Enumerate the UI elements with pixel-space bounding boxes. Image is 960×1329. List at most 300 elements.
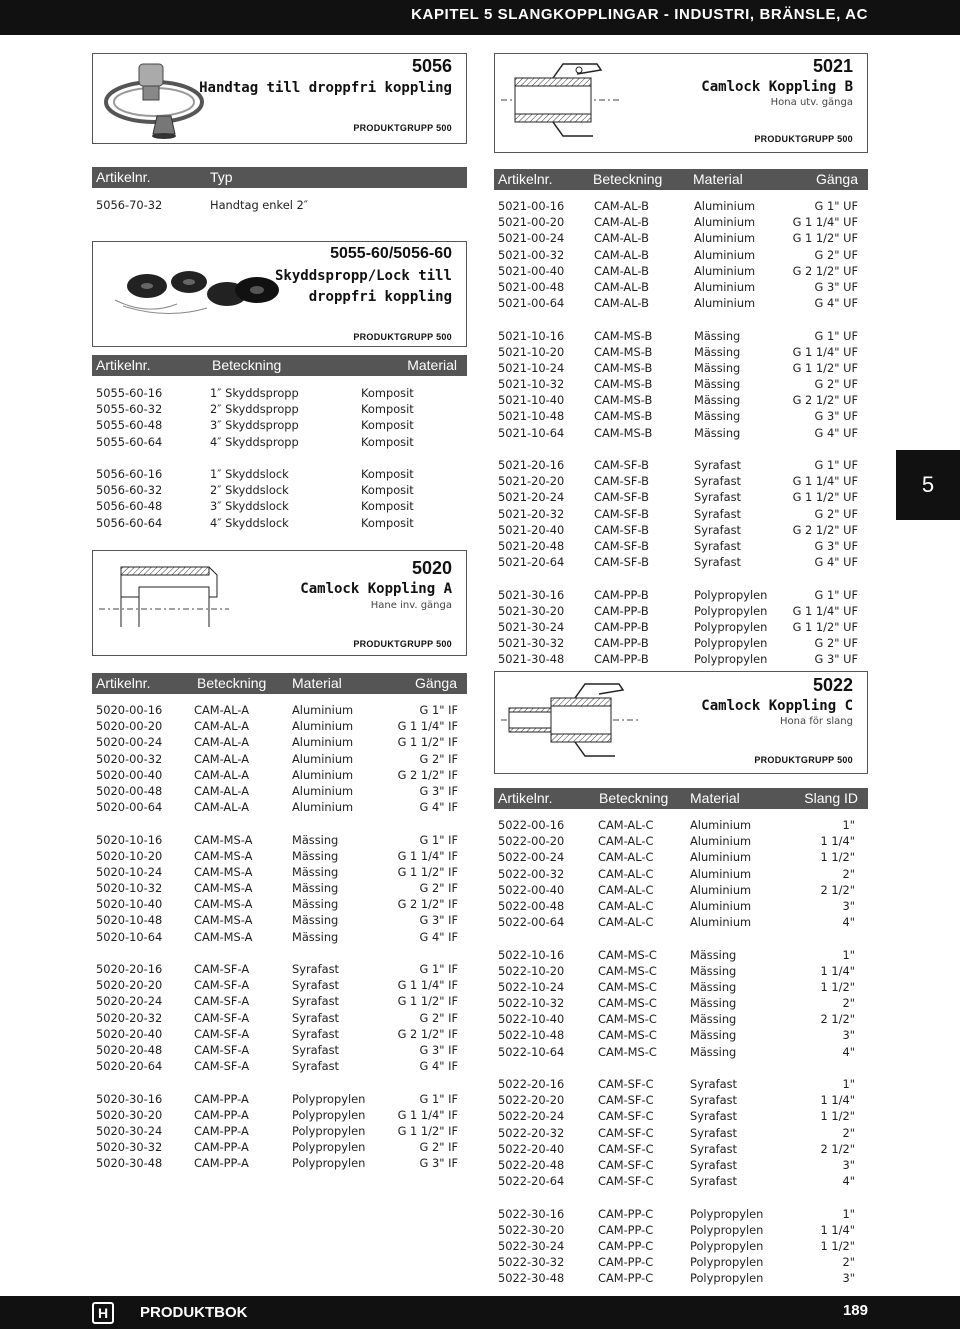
- table-row: [96, 929, 462, 945]
- table-row: [96, 961, 462, 977]
- table-cell: G 1 1/2" UF: [792, 360, 858, 375]
- table-row: [498, 295, 862, 311]
- col-header-artikelnr: Artikelnr.: [96, 169, 151, 185]
- table-row: [96, 1139, 462, 1155]
- table-cell: 5022-00-64: [498, 915, 565, 930]
- col-header-artikelnr: Artikelnr.: [498, 171, 553, 187]
- table-cell: CAM-AL-A: [194, 703, 250, 717]
- table-cell: G 2" IF: [419, 1140, 458, 1155]
- table-cell: 5056-60-32: [96, 483, 163, 498]
- table-cell: 5056-60-64: [96, 515, 163, 530]
- table-row: [96, 896, 462, 912]
- table-cell: Syrafast: [292, 1042, 340, 1057]
- table-cell: Mässing: [292, 913, 339, 928]
- table-row: [498, 408, 862, 424]
- table-cell: CAM-AL-C: [598, 882, 654, 897]
- table-row: [498, 392, 862, 408]
- table-cell: CAM-PP-C: [598, 1238, 654, 1253]
- table-row: [498, 603, 862, 619]
- table-row: [498, 1108, 862, 1124]
- table-cell: CAM-MS-B: [594, 393, 653, 408]
- table-cell: G 1 1/4" IF: [397, 1107, 458, 1122]
- table-cell: G 4" UF: [814, 425, 858, 440]
- table-cell: G 2 1/2" UF: [792, 522, 858, 537]
- table-cell: CAM-MS-C: [598, 1028, 657, 1043]
- table-cell: 3″ Skyddspropp: [210, 418, 299, 433]
- table-cell: 1 1/4": [820, 834, 855, 849]
- table-header-5020: [92, 673, 467, 694]
- table-cell: G 1 1/4" IF: [397, 978, 458, 993]
- table-cell: G 1" IF: [419, 703, 458, 717]
- product-group: PRODUKTGRUPP 500: [754, 134, 853, 144]
- table-cell: Syrafast: [690, 1174, 738, 1189]
- table-cell: G 4" UF: [814, 296, 858, 311]
- col-header-beteckning: Beteckning: [197, 675, 267, 691]
- table-cell: CAM-AL-B: [594, 263, 649, 278]
- table-cell: 5022-30-24: [498, 1238, 565, 1253]
- table-row: [96, 466, 462, 482]
- cell-artikelnr: 5056-70-32: [96, 198, 163, 212]
- table-cell: Mässing: [292, 881, 339, 896]
- table-cell: Mässing: [694, 425, 741, 440]
- table-cell: Aluminium: [292, 751, 354, 766]
- table-row: [498, 1027, 862, 1043]
- table-cell: 5020-10-40: [96, 897, 163, 912]
- table-cell: G 1 1/2" UF: [792, 490, 858, 505]
- table-cell: CAM-MS-A: [194, 897, 253, 912]
- table-cell: G 3" UF: [814, 279, 858, 294]
- table-cell: G 3" IF: [419, 783, 458, 798]
- table-row: [498, 866, 862, 882]
- table-cell: CAM-MS-C: [598, 1044, 657, 1059]
- table-row: [498, 1125, 862, 1141]
- table-cell: CAM-SF-C: [598, 1093, 654, 1108]
- group-spacer: [498, 930, 862, 946]
- table-cell: 5021-10-20: [498, 344, 565, 359]
- table-row: [96, 848, 462, 864]
- table-cell: Aluminium: [694, 263, 756, 278]
- table-cell: Polypropylen: [292, 1123, 366, 1138]
- table-cell: G 2 1/2" IF: [397, 767, 458, 782]
- group-spacer: [498, 1060, 862, 1076]
- table-row: [498, 554, 862, 570]
- table-cell: 5022-10-64: [498, 1044, 565, 1059]
- table-cell: 1 1/4": [820, 1222, 855, 1237]
- group-spacer: [96, 815, 462, 831]
- table-row: [498, 457, 862, 473]
- table-5022: [498, 817, 862, 1286]
- table-row: [96, 880, 462, 896]
- table-cell: G 3" IF: [419, 1042, 458, 1057]
- table-row: [96, 1026, 462, 1042]
- table-cell: CAM-MS-A: [194, 881, 253, 896]
- table-cell: Aluminium: [292, 719, 354, 734]
- col-header-typ: Typ: [210, 169, 233, 185]
- table-cell: 5056-60-16: [96, 466, 163, 481]
- col-header-ganga: Gänga: [815, 171, 858, 187]
- table-row: [498, 1076, 862, 1092]
- table-cell: Mässing: [690, 963, 737, 978]
- table-cell: CAM-PP-B: [594, 652, 649, 667]
- table-cell: Aluminium: [690, 850, 752, 865]
- table-cell: Syrafast: [694, 506, 742, 521]
- table-cell: Mässing: [690, 1044, 737, 1059]
- table-cell: CAM-MS-A: [194, 929, 253, 944]
- table-cell: 5020-30-16: [96, 1091, 163, 1106]
- handle-product-image: [99, 58, 209, 140]
- table-cell: 2": [842, 996, 855, 1011]
- table-row: [498, 522, 862, 538]
- product-card-5020: [92, 550, 467, 656]
- table-cell: CAM-SF-A: [194, 1042, 250, 1057]
- table-row: [498, 587, 862, 603]
- table-cell: 5020-00-20: [96, 719, 163, 734]
- product-group: PRODUKTGRUPP 500: [353, 639, 452, 649]
- col-header-beteckning: Beteckning: [599, 790, 669, 806]
- table-row: [498, 914, 862, 930]
- table-row: [96, 832, 462, 848]
- table-row: [96, 417, 462, 433]
- table-row: [498, 1254, 862, 1270]
- table-cell: CAM-MS-B: [594, 344, 653, 359]
- table-row: [498, 817, 862, 833]
- table-cell: G 3" IF: [419, 913, 458, 928]
- table-cell: G 1 1/2" IF: [397, 1123, 458, 1138]
- table-row: [498, 376, 862, 392]
- table-cell: Syrafast: [694, 458, 742, 472]
- table-cell: 1 1/4": [820, 963, 855, 978]
- table-cell: CAM-AL-A: [194, 735, 250, 750]
- table-cell: CAM-MS-C: [598, 1012, 657, 1027]
- table-cell: 1": [842, 947, 855, 962]
- table-cell: CAM-AL-C: [598, 866, 654, 881]
- table-cell: G 2" UF: [814, 636, 858, 651]
- table-cell: G 1 1/2" IF: [397, 735, 458, 750]
- table-row: [498, 506, 862, 522]
- product-number: 5055-60/5056-60: [330, 245, 452, 262]
- product-subtitle: Hona för slang: [779, 716, 853, 727]
- table-cell: 2″ Skyddslock: [210, 483, 289, 498]
- table-cell: Aluminium: [694, 247, 756, 262]
- table-cell: 5022-20-16: [498, 1077, 565, 1091]
- table-row: [96, 197, 462, 213]
- table-cell: 5021-20-64: [498, 555, 565, 570]
- table-cell: Aluminium: [694, 279, 756, 294]
- table-cell: 5021-20-32: [498, 506, 565, 521]
- table-cell: G 1" IF: [419, 832, 458, 847]
- table-cell: Aluminium: [292, 800, 354, 815]
- table-cell: Syrafast: [292, 1059, 340, 1074]
- table-cell: 5022-20-64: [498, 1174, 565, 1189]
- table-cell: G 4" IF: [419, 929, 458, 944]
- table-cell: CAM-MS-C: [598, 996, 657, 1011]
- table-cell: G 1" UF: [814, 199, 858, 213]
- table-cell: CAM-SF-A: [194, 1059, 250, 1074]
- table-cell: 2 1/2": [820, 1012, 855, 1027]
- table-cell: 5022-20-48: [498, 1157, 565, 1172]
- col-header-material: Material: [292, 675, 342, 691]
- table-cell: 3″ Skyddslock: [210, 499, 289, 514]
- table-cell: 5021-00-64: [498, 296, 565, 311]
- table-row: [498, 1206, 862, 1222]
- group-spacer: [498, 570, 862, 586]
- product-name: Handtag till droppfri koppling: [199, 80, 452, 96]
- table-cell: CAM-AL-B: [594, 215, 649, 230]
- table-cell: Polypropylen: [694, 652, 768, 667]
- table-row: [498, 263, 862, 279]
- table-row: [498, 360, 862, 376]
- table-cell: CAM-AL-B: [594, 231, 649, 246]
- col-header-material: Material: [690, 790, 740, 806]
- table-cell: 5022-10-20: [498, 963, 565, 978]
- table-cell: 5021-00-40: [498, 263, 565, 278]
- table-row: [498, 1044, 862, 1060]
- table-cell: 2 1/2": [820, 1141, 855, 1156]
- table-cell: CAM-MS-B: [594, 360, 653, 375]
- group-spacer: [498, 441, 862, 457]
- table-header-5055: [92, 355, 467, 376]
- table-cell: Komposit: [361, 418, 414, 433]
- table-row: [498, 425, 862, 441]
- table-cell: G 2" IF: [419, 881, 458, 896]
- group-spacer: [96, 1074, 462, 1090]
- table-row: [96, 993, 462, 1009]
- table-cell: 5055-60-32: [96, 402, 163, 417]
- cell-typ: Handtag enkel 2″: [210, 198, 309, 212]
- table-cell: CAM-AL-A: [194, 800, 250, 815]
- product-name: Camlock Koppling A: [300, 581, 452, 597]
- table-cell: 5020-00-16: [96, 703, 163, 717]
- camlock-c-drawing: [501, 678, 641, 760]
- table-cell: G 1" IF: [419, 1091, 458, 1106]
- table-cell: Aluminium: [690, 882, 752, 897]
- product-subtitle: Hona utv. gänga: [770, 97, 853, 108]
- product-name-line2: droppfri koppling: [308, 289, 452, 305]
- table-row: [96, 799, 462, 815]
- table-cell: G 3" UF: [814, 538, 858, 553]
- table-cell: G 2" IF: [419, 751, 458, 766]
- table-5020: [96, 702, 462, 1171]
- table-row: [96, 767, 462, 783]
- table-cell: CAM-PP-B: [594, 587, 649, 602]
- footer-title: PRODUKTBOK: [140, 1304, 248, 1321]
- table-cell: CAM-MS-C: [598, 979, 657, 994]
- table-cell: 5020-00-32: [96, 751, 163, 766]
- table-row: [96, 1010, 462, 1026]
- table-cell: CAM-AL-C: [598, 850, 654, 865]
- table-cell: 1": [842, 1206, 855, 1221]
- table-cell: 5022-20-32: [498, 1125, 565, 1140]
- table-row: [498, 833, 862, 849]
- table-cell: 1 1/2": [820, 1238, 855, 1253]
- table-row: [498, 635, 862, 651]
- table-cell: 5020-20-20: [96, 978, 163, 993]
- table-cell: 5020-20-64: [96, 1059, 163, 1074]
- product-number: 5056: [411, 56, 452, 76]
- table-cell: CAM-SF-C: [598, 1077, 654, 1091]
- table-cell: 5020-10-32: [96, 881, 163, 896]
- col-header-beteckning: Beteckning: [593, 171, 663, 187]
- table-cell: Syrafast: [292, 962, 340, 976]
- table-cell: 1": [842, 1077, 855, 1091]
- table-row: [498, 995, 862, 1011]
- table-cell: G 1 1/4" UF: [792, 603, 858, 618]
- table-row: [498, 1222, 862, 1238]
- chapter-header: [0, 0, 960, 35]
- table-cell: Polypropylen: [694, 619, 768, 634]
- table-cell: Syrafast: [694, 490, 742, 505]
- table-header-5021: [494, 169, 868, 190]
- table-cell: CAM-SF-C: [598, 1109, 654, 1124]
- table-cell: CAM-MS-B: [594, 328, 653, 343]
- table-cell: 4": [842, 915, 855, 930]
- table-cell: Syrafast: [292, 994, 340, 1009]
- table-cell: 3": [842, 1157, 855, 1172]
- product-number: 5021: [812, 56, 853, 76]
- table-cell: CAM-SF-C: [598, 1125, 654, 1140]
- table-row: [96, 1123, 462, 1139]
- col-header-slang-id: Slang ID: [804, 790, 858, 806]
- table-row: [498, 489, 862, 505]
- table-cell: 5021-10-24: [498, 360, 565, 375]
- table-row: [498, 1092, 862, 1108]
- table-row: [498, 882, 862, 898]
- table-cell: Polypropylen: [292, 1091, 366, 1106]
- table-cell: G 1 1/2" UF: [792, 231, 858, 246]
- table-5055: [96, 385, 462, 531]
- table-row: [498, 247, 862, 263]
- table-cell: G 1" UF: [814, 587, 858, 602]
- group-spacer: [498, 311, 862, 327]
- table-cell: G 1 1/2" UF: [792, 619, 858, 634]
- table-cell: 5022-30-32: [498, 1255, 565, 1270]
- table-cell: 5020-20-16: [96, 962, 163, 976]
- table-row: [96, 482, 462, 498]
- table-cell: Mässing: [292, 864, 339, 879]
- table-row: [96, 1107, 462, 1123]
- table-cell: G 1" UF: [814, 458, 858, 472]
- table-cell: 2 1/2": [820, 882, 855, 897]
- table-cell: CAM-PP-C: [598, 1271, 654, 1286]
- table-cell: Mässing: [690, 979, 737, 994]
- table-cell: 1″ Skyddslock: [210, 466, 289, 481]
- table-5021: [498, 198, 862, 667]
- table-cell: 5022-30-16: [498, 1206, 565, 1221]
- product-number: 5022: [812, 675, 853, 695]
- table-cell: 5022-10-16: [498, 947, 565, 962]
- table-cell: 5021-30-16: [498, 587, 565, 602]
- table-cell: Polypropylen: [292, 1107, 366, 1122]
- table-5056: [96, 197, 462, 213]
- table-cell: 5022-20-24: [498, 1109, 565, 1124]
- table-cell: Aluminium: [292, 703, 354, 717]
- table-cell: 1 1/4": [820, 1093, 855, 1108]
- table-cell: CAM-SF-C: [598, 1174, 654, 1189]
- table-cell: Mässing: [292, 848, 339, 863]
- table-row: [498, 473, 862, 489]
- table-cell: 5020-20-48: [96, 1042, 163, 1057]
- table-cell: CAM-SF-B: [594, 490, 649, 505]
- table-row: [96, 912, 462, 928]
- table-cell: Komposit: [361, 386, 414, 400]
- table-cell: CAM-SF-A: [194, 1010, 250, 1025]
- table-cell: Syrafast: [690, 1077, 738, 1091]
- table-cell: Syrafast: [694, 538, 742, 553]
- table-cell: 5055-60-48: [96, 418, 163, 433]
- table-cell: CAM-SF-B: [594, 538, 649, 553]
- table-row: [498, 230, 862, 246]
- product-group: PRODUKTGRUPP 500: [353, 123, 452, 133]
- table-row: [498, 898, 862, 914]
- table-cell: G 1" IF: [419, 962, 458, 976]
- table-cell: 5021-20-20: [498, 474, 565, 489]
- table-cell: Aluminium: [694, 231, 756, 246]
- table-cell: 1": [842, 818, 855, 832]
- table-cell: Syrafast: [690, 1157, 738, 1172]
- table-cell: Komposit: [361, 515, 414, 530]
- col-header-beteckning: Beteckning: [212, 357, 282, 373]
- table-cell: CAM-SF-A: [194, 962, 250, 976]
- table-row: [96, 977, 462, 993]
- table-row: [498, 1270, 862, 1286]
- table-cell: Mässing: [690, 947, 737, 962]
- table-cell: G 3" UF: [814, 409, 858, 424]
- table-row: [96, 751, 462, 767]
- table-cell: G 4" IF: [419, 1059, 458, 1074]
- table-row: [96, 401, 462, 417]
- table-cell: 5022-00-48: [498, 898, 565, 913]
- product-number: 5020: [411, 558, 452, 578]
- table-cell: G 2 1/2" IF: [397, 897, 458, 912]
- table-cell: G 2" UF: [814, 247, 858, 262]
- table-cell: CAM-MS-A: [194, 864, 253, 879]
- table-cell: Mässing: [694, 409, 741, 424]
- table-cell: Mässing: [694, 328, 741, 343]
- table-cell: G 2 1/2" IF: [397, 1026, 458, 1041]
- product-subtitle: Hane inv. gänga: [370, 600, 452, 611]
- table-cell: 5022-00-20: [498, 834, 565, 849]
- table-cell: Polypropylen: [690, 1238, 764, 1253]
- table-cell: 5022-20-40: [498, 1141, 565, 1156]
- table-cell: 5022-10-48: [498, 1028, 565, 1043]
- table-cell: G 3" UF: [814, 652, 858, 667]
- table-cell: 5020-20-40: [96, 1026, 163, 1041]
- table-cell: 5022-10-32: [498, 996, 565, 1011]
- table-cell: Polypropylen: [292, 1156, 366, 1171]
- group-spacer: [498, 1189, 862, 1205]
- table-cell: CAM-PP-C: [598, 1206, 654, 1221]
- table-cell: 5021-00-48: [498, 279, 565, 294]
- table-cell: 2": [842, 866, 855, 881]
- table-cell: 5021-10-64: [498, 425, 565, 440]
- table-cell: 5020-10-16: [96, 832, 163, 847]
- table-cell: 5022-00-32: [498, 866, 565, 881]
- table-cell: CAM-AL-A: [194, 751, 250, 766]
- table-cell: CAM-AL-B: [594, 279, 649, 294]
- table-cell: CAM-PP-A: [194, 1123, 249, 1138]
- table-cell: 5020-30-32: [96, 1140, 163, 1155]
- table-cell: 5020-10-20: [96, 848, 163, 863]
- table-cell: CAM-SF-B: [594, 506, 649, 521]
- table-cell: CAM-PP-A: [194, 1140, 249, 1155]
- table-cell: CAM-AL-C: [598, 818, 654, 832]
- table-row: [498, 963, 862, 979]
- table-cell: 3": [842, 1028, 855, 1043]
- table-cell: Komposit: [361, 402, 414, 417]
- table-cell: G 2" UF: [814, 377, 858, 392]
- table-cell: Aluminium: [690, 866, 752, 881]
- table-row: [498, 1157, 862, 1173]
